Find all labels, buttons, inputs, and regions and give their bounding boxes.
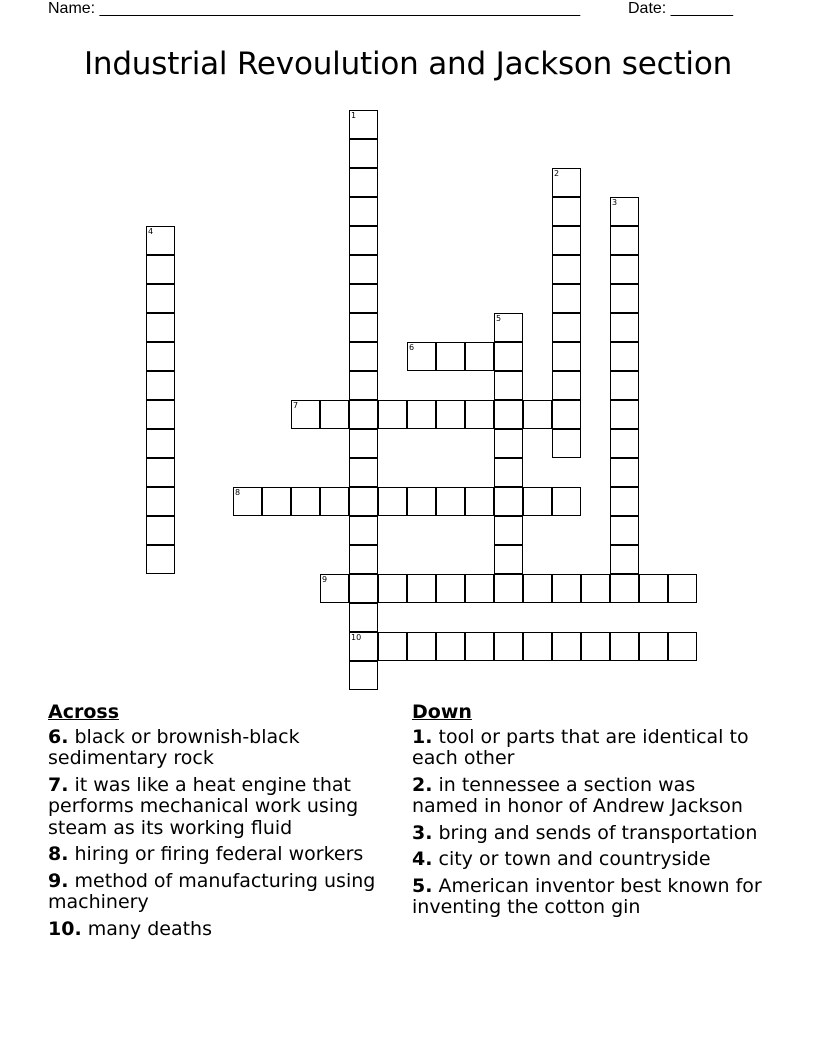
crossword-cell[interactable] (523, 400, 552, 429)
crossword-cell[interactable] (436, 487, 465, 516)
crossword-cell[interactable] (639, 632, 668, 661)
crossword-cell[interactable] (523, 574, 552, 603)
across-heading: Across (48, 701, 120, 723)
crossword-cell[interactable] (146, 371, 175, 400)
crossword-cell[interactable] (552, 371, 581, 400)
crossword-cell[interactable] (407, 632, 436, 661)
crossword-cell[interactable] (349, 661, 378, 690)
crossword-cell[interactable] (378, 487, 407, 516)
crossword-cell[interactable] (349, 226, 378, 255)
crossword-cell[interactable] (610, 516, 639, 545)
crossword-cell[interactable] (610, 226, 639, 255)
crossword-cell[interactable] (320, 574, 349, 603)
crossword-cell[interactable] (349, 487, 378, 516)
crossword-cell[interactable] (320, 400, 349, 429)
crossword-cell[interactable] (436, 574, 465, 603)
crossword-cell[interactable] (668, 632, 697, 661)
crossword-cell[interactable] (291, 400, 320, 429)
clue-number: 5 (496, 314, 502, 323)
crossword-cell[interactable] (349, 197, 378, 226)
crossword-cell[interactable] (262, 487, 291, 516)
crossword-cell[interactable] (146, 516, 175, 545)
crossword-cell[interactable] (146, 429, 175, 458)
crossword-cell[interactable] (465, 342, 494, 371)
crossword-cell[interactable] (494, 516, 523, 545)
clue-down-3: 3. bring and sends of transportation (412, 821, 758, 844)
crossword-cell[interactable] (349, 168, 378, 197)
crossword-cell[interactable] (146, 342, 175, 371)
across-clues (48, 702, 393, 945)
crossword-cell[interactable] (349, 371, 378, 400)
crossword-cell[interactable] (465, 400, 494, 429)
crossword-cell[interactable] (610, 400, 639, 429)
clue-number: 10 (351, 633, 362, 642)
crossword-cell[interactable] (146, 458, 175, 487)
crossword-cell[interactable] (349, 429, 378, 458)
clue-across-10: 10. many deaths (48, 917, 212, 940)
crossword-cell[interactable] (552, 429, 581, 458)
down-heading: Down (412, 701, 472, 723)
crossword-cell[interactable] (146, 487, 175, 516)
crossword-cell[interactable] (349, 284, 378, 313)
crossword-cell[interactable] (610, 487, 639, 516)
clue-number: 1 (351, 111, 357, 120)
crossword-cell[interactable] (407, 487, 436, 516)
crossword-cell[interactable] (639, 574, 668, 603)
crossword-cell[interactable] (494, 632, 523, 661)
crossword-cell[interactable] (552, 400, 581, 429)
crossword-cell[interactable] (610, 429, 639, 458)
clue-number: 3 (612, 198, 618, 207)
clue-number: 7 (293, 401, 299, 410)
crossword-cell[interactable] (610, 574, 639, 603)
crossword-cell[interactable] (349, 516, 378, 545)
crossword-cell[interactable] (146, 313, 175, 342)
crossword-cell[interactable] (610, 342, 639, 371)
clue-down-4: 4. city or town and countryside (412, 848, 711, 870)
crossword-cell[interactable] (407, 342, 436, 371)
crossword-cell[interactable] (378, 400, 407, 429)
crossword-cell[interactable] (436, 342, 465, 371)
clue-number: 6 (409, 343, 415, 352)
crossword-cell[interactable] (349, 110, 378, 139)
crossword-cell[interactable] (552, 313, 581, 342)
crossword-cell[interactable] (494, 487, 523, 516)
crossword-cell[interactable] (146, 545, 175, 574)
crossword-cell[interactable] (610, 632, 639, 661)
clue-down-1: 1. tool or parts that are identical to each other (412, 725, 749, 769)
crossword-cell[interactable] (349, 400, 378, 429)
crossword-cell[interactable] (349, 139, 378, 168)
crossword-cell[interactable] (407, 400, 436, 429)
down-clues (412, 702, 767, 924)
crossword-cell[interactable] (465, 574, 494, 603)
crossword-cell[interactable] (291, 487, 320, 516)
crossword-cell[interactable] (494, 342, 523, 371)
crossword-cell[interactable] (494, 458, 523, 487)
crossword-cell[interactable] (349, 603, 378, 632)
crossword-cell[interactable] (610, 458, 639, 487)
date-field[interactable]: Date: _______ (628, 0, 733, 17)
crossword-cell[interactable] (523, 632, 552, 661)
crossword-cell[interactable] (610, 284, 639, 313)
crossword-cell[interactable] (146, 400, 175, 429)
crossword-cell[interactable] (378, 574, 407, 603)
crossword-cell[interactable] (349, 632, 378, 661)
crossword-cell[interactable] (436, 632, 465, 661)
crossword-cell[interactable] (610, 545, 639, 574)
crossword-cell[interactable] (552, 632, 581, 661)
crossword-cell[interactable] (349, 574, 378, 603)
crossword-cell[interactable] (146, 284, 175, 313)
crossword-cell[interactable] (552, 342, 581, 371)
crossword-cell[interactable] (465, 487, 494, 516)
clue-number: 8 (235, 488, 241, 497)
crossword-cell[interactable] (494, 313, 523, 342)
crossword-cell[interactable] (349, 342, 378, 371)
crossword-cell[interactable] (349, 313, 378, 342)
clue-number: 2 (554, 169, 560, 178)
crossword-cell[interactable] (581, 632, 610, 661)
crossword-cell[interactable] (552, 226, 581, 255)
crossword-cell[interactable] (349, 545, 378, 574)
crossword-cell[interactable] (552, 197, 581, 226)
crossword-cell[interactable] (552, 168, 581, 197)
crossword-cell[interactable] (349, 255, 378, 284)
crossword-cell[interactable] (610, 371, 639, 400)
clue-across-8: 8. hiring or firing federal workers (48, 843, 364, 865)
crossword-cell[interactable] (610, 197, 639, 226)
crossword-cell[interactable] (233, 487, 262, 516)
crossword-cell[interactable] (552, 574, 581, 603)
crossword-cell[interactable] (146, 255, 175, 284)
crossword-cell[interactable] (552, 284, 581, 313)
crossword-cell[interactable] (494, 545, 523, 574)
crossword-cell[interactable] (610, 255, 639, 284)
clue-number: 9 (322, 575, 328, 584)
crossword-cell[interactable] (378, 632, 407, 661)
crossword-cell[interactable] (407, 574, 436, 603)
crossword-cell[interactable] (436, 400, 465, 429)
crossword-cell[interactable] (552, 487, 581, 516)
crossword-cell[interactable] (349, 458, 378, 487)
clue-number: 4 (148, 227, 154, 236)
crossword-cell[interactable] (494, 574, 523, 603)
clue-across-6: 6. black or brownish-black sedimentary rock (48, 725, 300, 769)
crossword-cell[interactable] (494, 400, 523, 429)
clue-across-9: 9. method of manufacturing using machinery (48, 869, 376, 913)
page-title: Industrial Revoulution and Jackson section (83, 46, 733, 82)
crossword-cell[interactable] (523, 487, 552, 516)
crossword-cell[interactable] (610, 313, 639, 342)
clue-across-7: 7. it was like a heat engine that performs mechanical work using steam as its working fluid (48, 773, 359, 839)
crossword-cell[interactable] (581, 574, 610, 603)
crossword-cell[interactable] (552, 255, 581, 284)
crossword-cell[interactable] (494, 371, 523, 400)
clue-down-2: 2. in tennessee a section was named in honor of Andrew Jackson (412, 773, 743, 817)
crossword-cell[interactable] (320, 487, 349, 516)
crossword-cell[interactable] (465, 632, 494, 661)
name-field[interactable]: Name: ______________________________________________________ (48, 0, 581, 17)
clue-down-5: 5. American inventor best known for inventing the cotton gin (412, 874, 762, 918)
crossword-cell[interactable] (494, 429, 523, 458)
crossword-cell[interactable] (668, 574, 697, 603)
crossword-cell[interactable] (146, 226, 175, 255)
